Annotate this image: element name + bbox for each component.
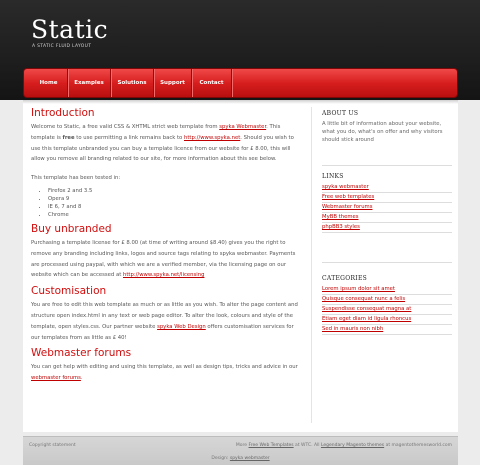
nav-link-home[interactable]: Home [39, 80, 58, 86]
credits-text-3: at magentothemesworld.com [384, 443, 452, 448]
copyright-text: Copyright statement [29, 443, 76, 448]
nav-link-solutions[interactable]: Solutions [117, 80, 147, 86]
customisation-paragraph [31, 300, 303, 343]
site-footer [23, 436, 458, 465]
forums-paragraph [31, 362, 303, 384]
spyka-web-design-link[interactable]: spyka Web Design [157, 323, 206, 330]
list-item: • Firefox 2 and 3.5 [48, 187, 303, 195]
categories-list [322, 285, 452, 335]
link-phpbb3-styles[interactable]: phpBB3 styles [322, 224, 360, 230]
intro-text-1: Welcome to Static, a free valid CSS & XHTML strict web template from [31, 124, 220, 130]
category-link[interactable]: Lorem ipsum dolor sit amet [322, 286, 395, 292]
category-link[interactable]: Sed in mauris non nibh [322, 326, 384, 332]
magento-themes-link[interactable]: Legendary Magento themes [320, 443, 385, 448]
intro-text-4: . Should you wish to use this template unbranded you can buy a template licence from our website for £ 8.00, this will allow you remove all branding related to our site, for more information about this see below. [31, 134, 294, 163]
credits-text-1: More [235, 443, 249, 448]
category-link[interactable]: Etiam eget diam id ligula rhoncus [322, 316, 412, 322]
design-credit-link[interactable]: spyka webmaster [229, 456, 270, 461]
forums-text-1: You can get help with editing and using this template, as well as design tips, tricks and advice in our [31, 364, 298, 371]
customisation-heading: Customisation [31, 285, 107, 298]
nav-link-contact[interactable]: Contact [199, 80, 224, 86]
list-item [322, 325, 452, 335]
intro-text-3: to use permitting a link remains back to [74, 134, 184, 141]
main-nav [23, 68, 458, 98]
forums-text-2: . [80, 375, 83, 382]
nav-item-contact[interactable] [192, 69, 232, 97]
link-webmaster-forums[interactable]: Webmaster forums [322, 204, 373, 210]
list-item [322, 295, 452, 305]
link-mybb-themes[interactable]: MyBB themes [322, 214, 359, 220]
list-item [322, 183, 452, 193]
links-box [322, 173, 452, 233]
column-divider [311, 107, 312, 423]
site-title[interactable]: Static [31, 15, 109, 44]
sidebar-divider [322, 262, 452, 263]
credits-text-2: at WTC. All [293, 443, 321, 448]
list-item [322, 315, 452, 325]
link-spyka-webmaster[interactable]: spyka webmaster [322, 184, 369, 190]
free-web-templates-link[interactable]: Free Web Templates [248, 443, 294, 448]
intro-free: free [62, 134, 75, 141]
unbranded-text: Purchasing a template license for £ 8.00 (at time of writing around $8.40) gives you the right to remove any branding including links, logos and source tags relating to spyka webmaster. Payments are processed using paypal, with which we are a verified member, via the licensing page on our website which can be accessed at [31, 239, 296, 279]
forums-heading: Webmaster forums [31, 347, 132, 360]
list-item: • Chrome [48, 211, 303, 219]
footer-credits [236, 443, 452, 448]
tested-in-text: This template has been tested in: [31, 175, 121, 182]
nav-item-support[interactable] [154, 69, 192, 97]
list-item [322, 285, 452, 295]
nav-item-examples[interactable] [68, 69, 111, 97]
about-text: A little bit of information about your website, what you do, what's on offer and why visitors should stick around [322, 121, 443, 144]
licensing-link[interactable]: http://www.spyka.net/licensing [122, 272, 205, 279]
about-heading: ABOUT US [322, 110, 359, 117]
nav-link-support[interactable]: Support [160, 80, 185, 86]
intro-heading: Introduction [31, 107, 95, 119]
intro-paragraph [31, 122, 303, 165]
sidebar-divider [322, 165, 452, 166]
webmaster-forums-link[interactable]: webmaster forums [31, 375, 81, 382]
links-heading: LINKS [322, 173, 344, 180]
list-item [322, 203, 452, 213]
content-top-shadow [23, 100, 458, 104]
category-link[interactable]: Suspendisse consequat magna at [322, 306, 412, 312]
spyka-url-link[interactable]: http://www.spyka.net [184, 134, 241, 141]
link-free-web-templates[interactable]: Free web templates [322, 194, 375, 200]
list-item: • IE 6, 7 and 8 [48, 203, 303, 211]
custom-text-1: You are free to edit this web template as much or as little as you wish. To alter the page content and structure open index.html in any text or web page editor. To alter the look, colours and style of the template, open styles.css. Our partner website [31, 302, 298, 330]
unbranded-heading: Buy unbranded [31, 222, 112, 235]
category-link[interactable]: Quisque consequat nunc a felis [322, 296, 406, 302]
intro-text-2: . This template is [31, 124, 281, 141]
list-item [322, 305, 452, 315]
list-item [322, 213, 452, 223]
main-content [31, 107, 303, 384]
list-item: • Opera 9 [48, 195, 303, 203]
about-box [322, 110, 452, 145]
footer-design [23, 456, 458, 461]
browser-list [31, 187, 303, 219]
list-item [322, 193, 452, 203]
nav-link-examples[interactable]: Examples [74, 80, 104, 86]
nav-item-solutions[interactable] [111, 69, 154, 97]
site-tagline: A STATIC FLUID LAYOUT [32, 44, 92, 49]
custom-text-2: offers customisation services for our templates from as little as £ 40! [31, 323, 294, 341]
list-item [322, 223, 452, 233]
categories-box [322, 275, 452, 335]
unbranded-paragraph [31, 238, 303, 281]
spyka-webmaster-link[interactable]: spyka Webmaster [219, 124, 267, 130]
links-list [322, 183, 452, 233]
design-label: Design: [211, 456, 230, 461]
categories-heading: CATEGORIES [322, 275, 368, 282]
